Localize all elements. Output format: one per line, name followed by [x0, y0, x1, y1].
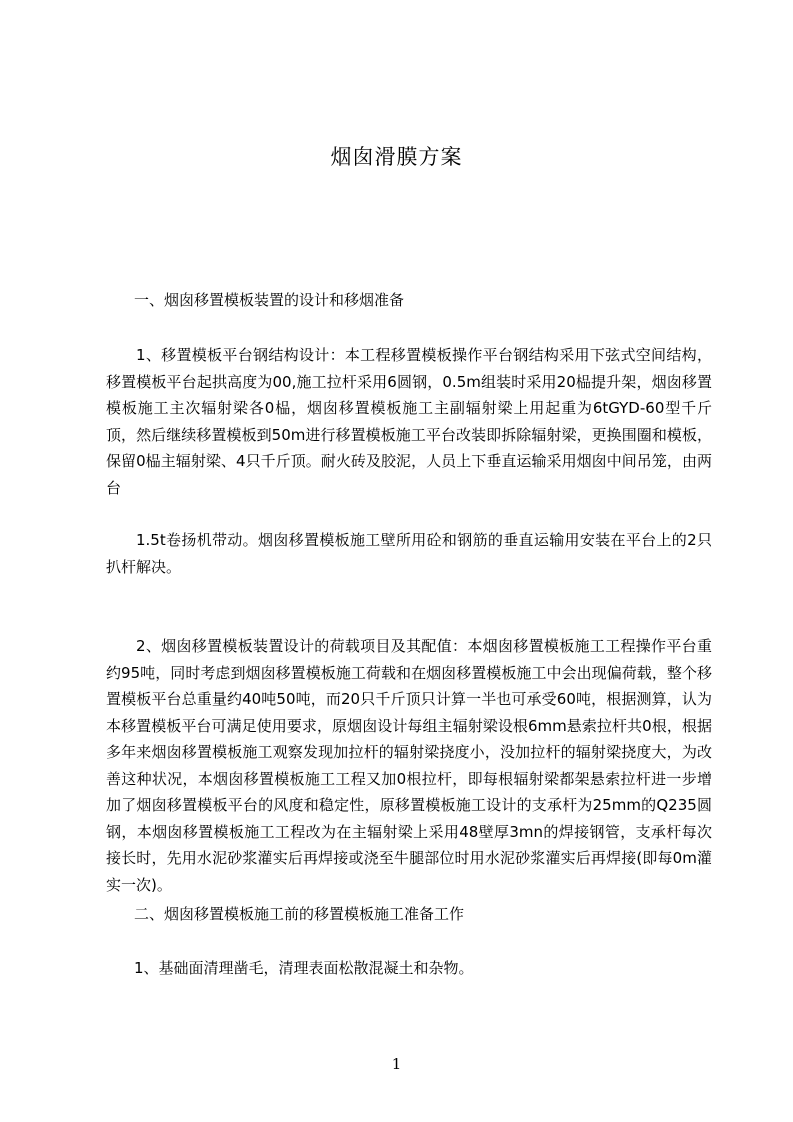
paragraph-platform-design: 1、移置模板平台钢结构设计：本工程移置模板操作平台钢结构采用下弦式空间结构，移置模板平台起拱高度为00,施工拉杆采用6圆钢，0.5m组装时采用20榀提升架，烟囱移置模板施工主次辐射梁各0榀，烟囱移置模板施工主副辐射梁上用起重为6tGYD-60型千斤顶，然后继续移置模板到50m进行移置模板施工平台改装即拆除辐射梁，更换围圈和模板，保留0榀主辐射梁、4只千斤顶。耐火砖及胶泥，人员上下垂直运输采用烟囱中间吊笼，由两台 — [106, 346, 712, 497]
page-number: 1 — [391, 1055, 402, 1073]
paragraph-hoist: 1.5t卷扬机带动。烟囱移置模板施工壁所用砼和钢筋的垂直运输用安装在平台上的2只扒杆解决。 — [106, 531, 712, 576]
document-title: 烟囱滑膜方案 — [330, 145, 463, 169]
paragraph-load-design: 2、烟囱移置模板装置设计的荷载项目及其配值：本烟囱移置模板施工工程操作平台重约95吨，同时考虑到烟囱移置模板施工荷载和在烟囱移置模板施工中会出现偏荷载，整个移置模板平台总重量约40吨50吨，而20只千斤顶只计算一半也可承受60吨，根据测算，认为本移置模板平台可满足使用要求，原烟囱设计每组主辐射梁设根6mm悬索拉杆共0根，根据多年来烟囱移置模板施工观察发现加拉杆的辐射梁挠度小，没加拉杆的辐射梁挠度大，为改善这种状况，本烟囱移置模板施工工程又加0根拉杆，即每根辐射梁都架悬索拉杆进一步增加了烟囱移置模板平台的风度和稳定性，原移置模板施工设计的支承杆为25mm的Q235圆钢，本烟囱移置模板施工工程改为在主辐射梁上采用48壁厚3mn的焊接钢管，支承杆每次接长时，先用水泥砂浆灌实后再焊接或浇至牛腿部位时用水泥砂浆灌实后再焊接(即每0m灌实一次)。 — [106, 637, 712, 894]
paragraph-foundation-cleaning: 1、基础面清理凿毛，清理表面松散混凝土和杂物。 — [134, 959, 474, 977]
section-heading-1: 一、烟囱移置模板装置的设计和移烟准备 — [134, 291, 405, 309]
section-heading-2: 二、烟囱移置模板施工前的移置模板施工准备工作 — [134, 905, 465, 923]
